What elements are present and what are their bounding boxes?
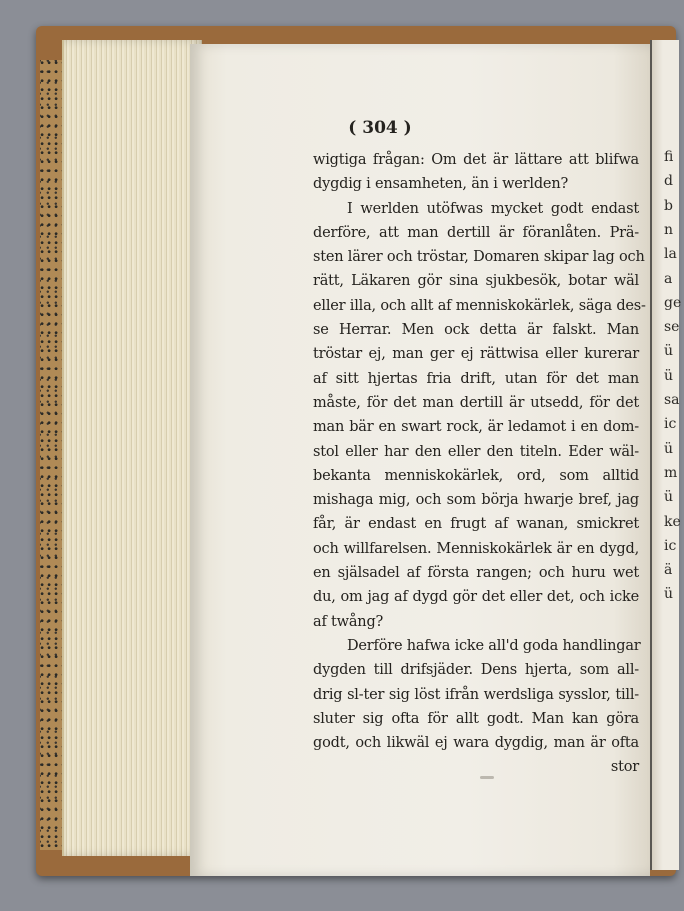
text-line: tröstar ej, man ger ej rättwisa eller kurerar [313, 346, 639, 363]
text-line: derföre, att man dertill är föranlåten. Prä- [313, 224, 639, 241]
text-line: Derföre hafwa icke all'd goda handlingar [347, 637, 641, 654]
facing-page-fragment: ke [664, 513, 681, 530]
text-line: bekanta menniskokärlek, ord, som alltid [313, 467, 639, 484]
text-line: wigtiga frågan: Om det är lättare att blifwa [313, 152, 639, 168]
facing-page-fragment: a [664, 270, 673, 287]
facing-page-fragment: ic [664, 537, 677, 554]
facing-page-fragment: m [664, 464, 678, 481]
text-line: af twång? [313, 613, 384, 630]
text-line: drig sl-ter sig löst ifrån werdsliga sysslor, till- [313, 686, 639, 703]
text-line: måste, för det man dertill är utsedd, för det [313, 394, 639, 411]
ink-smudge [480, 776, 494, 779]
page-edges [62, 40, 202, 856]
text-line: rätt, Läkaren gör sina sjukbesök, botar wäl [313, 273, 639, 290]
text-line: godt, och likwäl ej wara dygdig, man är ofta [313, 735, 639, 752]
facing-page-fragment: b [664, 197, 673, 214]
facing-page-fragment: ü [664, 343, 674, 360]
facing-page-fragment: ü [664, 586, 674, 603]
page-number: ( 304 ) [348, 118, 412, 138]
text-line: och willfarelsen. Menniskokärlek är en dygd, [313, 540, 639, 557]
facing-page-fragment: ic [664, 416, 677, 433]
facing-page-fragment: se [664, 319, 680, 336]
text-line: stor [610, 759, 639, 776]
text-line: eller illa, och allt af menniskokärlek, säga des- [313, 297, 646, 314]
page-text [313, 148, 646, 780]
text-line: får, är endast en frugt af wanan, smickret [313, 516, 639, 533]
text-line: mishaga mig, och som börja hwarje bref, jag [313, 492, 639, 509]
text-line: sluter sig ofta för allt godt. Man kan göra [313, 710, 639, 727]
facing-page-fragment: ü [664, 440, 674, 457]
facing-page-fragment: ü [664, 489, 674, 506]
facing-page-fragment: d [664, 173, 673, 190]
facing-page-fragment: n [664, 221, 674, 238]
text-line: man bär en swart rock, är ledamot i en dom- [313, 419, 639, 436]
facing-page-edge [650, 40, 682, 870]
text-line: se Herrar. Men ock detta är falskt. Man [313, 322, 639, 339]
facing-page-fragment: la [664, 246, 677, 263]
facing-page-fragment: ge [664, 294, 682, 311]
facing-page-fragment: sa [664, 392, 680, 408]
text-line: dygdig i ensamheten, än i werlden? [313, 176, 569, 193]
text-line: en själsadel af första rangen; och huru wet [313, 565, 639, 582]
facing-page-fragment: fi [664, 149, 674, 165]
text-line: stol eller har den eller den titeln. Eder wäl- [313, 443, 639, 460]
text-line: dygden till drifsjäder. Dens hjerta, som all- [313, 662, 639, 679]
text-line: du, om jag af dygd gör det eller det, och icke [313, 589, 639, 606]
facing-page-fragment: ü [664, 367, 674, 384]
text-line: I werlden utöfwas mycket godt endast [347, 200, 639, 217]
text-line: af sitt hjertas fria drift, utan för det man [313, 370, 639, 387]
text-line: sten lärer och tröstar, Domaren skipar lag och [313, 249, 645, 266]
facing-page-fragment: ä [664, 562, 673, 579]
